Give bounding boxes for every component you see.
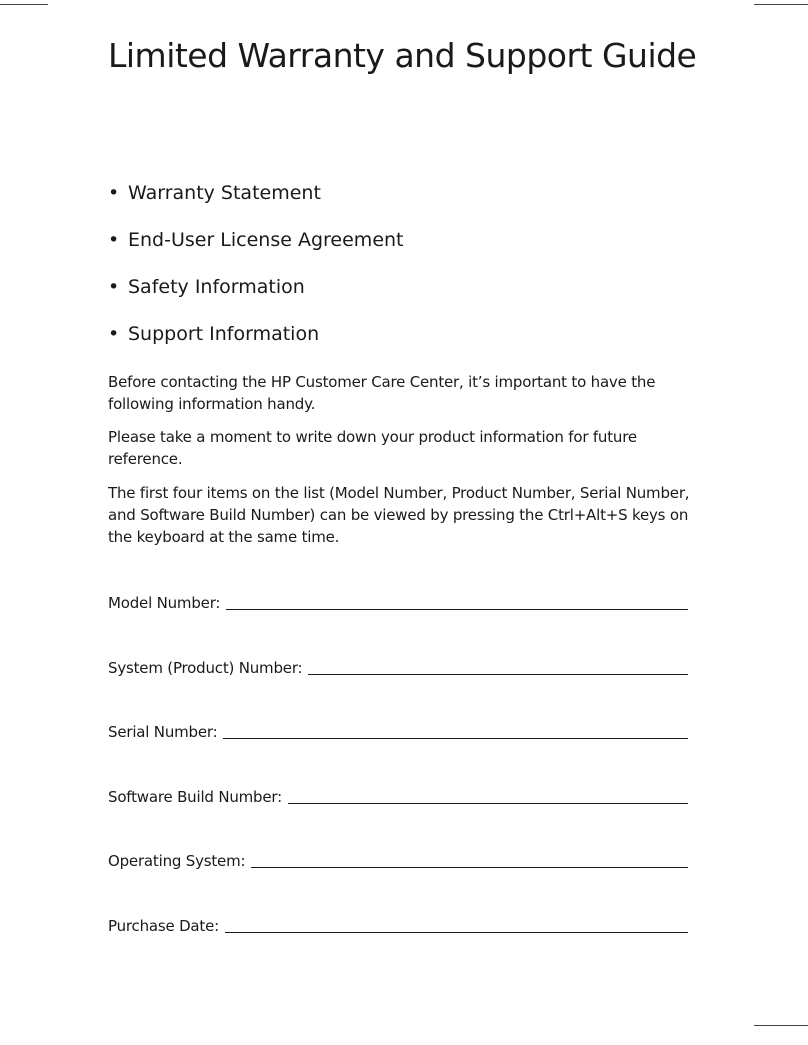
list-item — [108, 276, 404, 323]
field-label: Purchase Date: — [108, 917, 219, 935]
write-in-line[interactable] — [225, 932, 688, 933]
bullet-icon: • — [108, 276, 120, 298]
purchase-date-field[interactable] — [108, 913, 688, 935]
intro-paragraph: Before contacting the HP Customer Care Center, it’s important to have the following information handy. — [108, 373, 656, 413]
software-build-number-field[interactable] — [108, 784, 688, 806]
serial-number-field[interactable] — [108, 719, 688, 741]
write-in-line[interactable] — [226, 609, 688, 610]
list-item — [108, 182, 404, 229]
list-item-label: End-User License Agreement — [128, 229, 404, 251]
field-label: Serial Number: — [108, 723, 218, 741]
list-item — [108, 229, 404, 276]
crop-mark-bottom-right — [754, 1025, 808, 1026]
list-item — [108, 323, 404, 370]
system-number-field[interactable] — [108, 655, 688, 677]
bullet-icon: • — [108, 229, 120, 251]
crop-mark-top-left — [0, 4, 48, 5]
list-item-label: Warranty Statement — [128, 182, 321, 204]
field-label: Operating System: — [108, 852, 246, 870]
field-label: Software Build Number: — [108, 788, 282, 806]
bullet-icon: • — [108, 323, 120, 345]
contents-list — [108, 182, 404, 370]
write-in-line[interactable] — [223, 738, 688, 739]
model-number-field[interactable] — [108, 590, 688, 612]
write-in-line[interactable] — [308, 674, 688, 675]
field-label: Model Number: — [108, 594, 221, 612]
keyboard-shortcut-paragraph: The first four items on the list (Model Number, Product Number, Serial Number, and Software Build Number) can be viewed by pressing the Ctrl+Alt+S keys on the keyboard at the same time. — [108, 484, 690, 546]
crop-mark-top-right — [754, 4, 808, 5]
page-title: Limited Warranty and Support Guide — [108, 36, 697, 75]
write-in-line[interactable] — [251, 867, 688, 868]
list-item-label: Support Information — [128, 323, 320, 345]
field-label: System (Product) Number: — [108, 659, 303, 677]
list-item-label: Safety Information — [128, 276, 305, 298]
write-in-line[interactable] — [288, 803, 688, 804]
reference-paragraph: Please take a moment to write down your product information for future reference. — [108, 428, 637, 468]
operating-system-field[interactable] — [108, 848, 688, 870]
bullet-icon: • — [108, 182, 120, 204]
